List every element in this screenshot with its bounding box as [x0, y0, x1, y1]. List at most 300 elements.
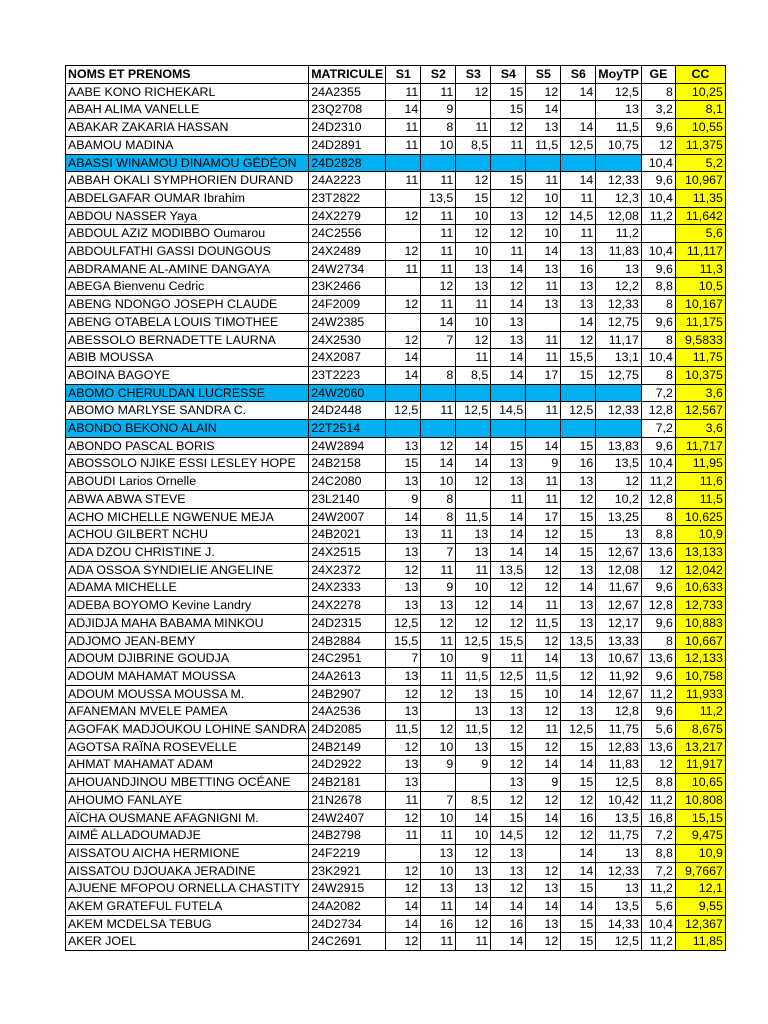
cell-matricule[interactable]: 24X2087 — [309, 349, 386, 367]
cell-s5[interactable]: 14 — [526, 243, 561, 261]
cell-s2[interactable]: 11 — [421, 526, 456, 544]
cell-name[interactable]: ADEBA BOYOMO Kevine Landry — [66, 597, 309, 615]
cell-moytp[interactable]: 13,83 — [596, 437, 642, 455]
header-cc[interactable]: CC — [675, 66, 725, 84]
cell-name[interactable]: ABWA ABWA STEVE — [66, 490, 309, 508]
cell-name[interactable]: ADA DZOU CHRISTINE J. — [66, 543, 309, 561]
cell-moytp[interactable] — [596, 154, 642, 172]
cell-s6[interactable]: 13 — [561, 650, 596, 668]
cell-name[interactable]: AKEM MCDELSA TEBUG — [66, 915, 309, 933]
cell-s1[interactable]: 15,5 — [386, 632, 421, 650]
cell-matricule[interactable]: 24A2223 — [309, 172, 386, 190]
cell-moytp[interactable]: 11,67 — [596, 579, 642, 597]
cell-s3[interactable]: 12 — [456, 331, 491, 349]
cell-matricule[interactable]: 24A2082 — [309, 898, 386, 916]
cell-ge[interactable]: 8,8 — [641, 844, 675, 862]
cell-name[interactable]: ABONDO BEKONO ALAIN — [66, 420, 309, 438]
cell-s1[interactable]: 13 — [386, 774, 421, 792]
cell-matricule[interactable]: 24B2181 — [309, 774, 386, 792]
cell-s6[interactable]: 13 — [561, 473, 596, 491]
cell-s1[interactable]: 11 — [386, 172, 421, 190]
cell-s5[interactable]: 11 — [526, 278, 561, 296]
cell-s2[interactable]: 8 — [421, 119, 456, 137]
cell-moytp[interactable]: 12,08 — [596, 561, 642, 579]
cell-moytp[interactable]: 12,67 — [596, 685, 642, 703]
cell-s2[interactable]: 9 — [421, 756, 456, 774]
cell-s5[interactable]: 10 — [526, 189, 561, 207]
cell-s1[interactable]: 13 — [386, 703, 421, 721]
cell-s5[interactable]: 14 — [526, 543, 561, 561]
cell-s6[interactable]: 12 — [561, 667, 596, 685]
cell-s3[interactable] — [456, 384, 491, 402]
cell-s4[interactable]: 14 — [491, 933, 526, 951]
cell-s1[interactable]: 13 — [386, 597, 421, 615]
cell-ge[interactable]: 12 — [641, 136, 675, 154]
cell-ge[interactable]: 8 — [641, 83, 675, 101]
cell-moytp[interactable]: 11,2 — [596, 225, 642, 243]
cell-s4[interactable]: 15 — [491, 437, 526, 455]
cell-name[interactable]: AHMAT MAHAMAT ADAM — [66, 756, 309, 774]
cell-ge[interactable]: 10,4 — [641, 455, 675, 473]
cell-ge[interactable]: 11,2 — [641, 791, 675, 809]
cell-s6[interactable]: 14 — [561, 685, 596, 703]
cell-moytp[interactable]: 11,75 — [596, 721, 642, 739]
cell-ge[interactable]: 9,6 — [641, 579, 675, 597]
cell-cc[interactable]: 11,933 — [675, 685, 725, 703]
cell-s5[interactable] — [526, 844, 561, 862]
cell-s6[interactable]: 13 — [561, 243, 596, 261]
cell-s6[interactable]: 15 — [561, 366, 596, 384]
cell-s3[interactable]: 13 — [456, 738, 491, 756]
cell-moytp[interactable]: 14,33 — [596, 915, 642, 933]
cell-s3[interactable]: 11,5 — [456, 667, 491, 685]
cell-s4[interactable]: 12 — [491, 756, 526, 774]
cell-s5[interactable]: 13 — [526, 880, 561, 898]
cell-cc[interactable]: 13,133 — [675, 543, 725, 561]
cell-s3[interactable]: 12 — [456, 614, 491, 632]
cell-ge[interactable]: 10,4 — [641, 154, 675, 172]
cell-matricule[interactable]: 24C2951 — [309, 650, 386, 668]
cell-matricule[interactable]: 24B2798 — [309, 827, 386, 845]
cell-matricule[interactable]: 24D2891 — [309, 136, 386, 154]
cell-s6[interactable]: 12 — [561, 490, 596, 508]
cell-cc[interactable]: 12,133 — [675, 650, 725, 668]
cell-name[interactable]: AKER JOEL — [66, 933, 309, 951]
cell-ge[interactable]: 9,6 — [641, 313, 675, 331]
cell-cc[interactable]: 9,475 — [675, 827, 725, 845]
cell-s3[interactable]: 13 — [456, 543, 491, 561]
cell-cc[interactable]: 11,75 — [675, 349, 725, 367]
cell-s4[interactable]: 11 — [491, 243, 526, 261]
cell-s1[interactable] — [386, 278, 421, 296]
cell-ge[interactable]: 3,2 — [641, 101, 675, 119]
cell-s6[interactable]: 13 — [561, 703, 596, 721]
cell-s2[interactable]: 13,5 — [421, 189, 456, 207]
cell-s5[interactable]: 12 — [526, 561, 561, 579]
cell-s4[interactable]: 12 — [491, 225, 526, 243]
cell-s2[interactable]: 12 — [421, 614, 456, 632]
cell-s4[interactable]: 12 — [491, 880, 526, 898]
cell-cc[interactable]: 12,733 — [675, 597, 725, 615]
cell-cc[interactable]: 11,175 — [675, 313, 725, 331]
cell-ge[interactable]: 12,8 — [641, 402, 675, 420]
cell-s1[interactable]: 13 — [386, 756, 421, 774]
cell-s1[interactable]: 11 — [386, 136, 421, 154]
cell-s5[interactable] — [526, 313, 561, 331]
cell-s2[interactable]: 11 — [421, 561, 456, 579]
cell-s5[interactable]: 11 — [526, 473, 561, 491]
cell-s2[interactable]: 13 — [421, 880, 456, 898]
cell-cc[interactable]: 10,9 — [675, 526, 725, 544]
cell-s5[interactable]: 13 — [526, 260, 561, 278]
cell-s5[interactable] — [526, 384, 561, 402]
cell-matricule[interactable]: 24A2536 — [309, 703, 386, 721]
cell-s5[interactable]: 11,5 — [526, 667, 561, 685]
cell-ge[interactable]: 10,4 — [641, 189, 675, 207]
cell-s5[interactable]: 12 — [526, 579, 561, 597]
cell-ge[interactable]: 10,4 — [641, 349, 675, 367]
cell-s5[interactable]: 12 — [526, 207, 561, 225]
cell-s2[interactable]: 11 — [421, 296, 456, 314]
cell-cc[interactable]: 10,55 — [675, 119, 725, 137]
cell-s1[interactable] — [386, 313, 421, 331]
cell-s2[interactable]: 9 — [421, 101, 456, 119]
cell-name[interactable]: ADOUM MOUSSA MOUSSA M. — [66, 685, 309, 703]
cell-s3[interactable]: 8,5 — [456, 791, 491, 809]
cell-s1[interactable]: 13 — [386, 526, 421, 544]
cell-moytp[interactable]: 13,33 — [596, 632, 642, 650]
cell-s4[interactable]: 12 — [491, 721, 526, 739]
cell-s1[interactable]: 13 — [386, 667, 421, 685]
header-s3[interactable]: S3 — [456, 66, 491, 84]
cell-s6[interactable]: 12,5 — [561, 721, 596, 739]
cell-s6[interactable]: 14 — [561, 756, 596, 774]
cell-s4[interactable]: 12 — [491, 791, 526, 809]
cell-name[interactable]: AJUENE MFOPOU ORNELLA CHASTITY — [66, 880, 309, 898]
cell-s3[interactable]: 13 — [456, 278, 491, 296]
cell-ge[interactable]: 9,6 — [641, 614, 675, 632]
cell-name[interactable]: ABDOULFATHI GASSI DOUNGOUS — [66, 243, 309, 261]
cell-s3[interactable]: 11 — [456, 561, 491, 579]
cell-name[interactable]: AHOUANDJINOU MBETTING OCÉANE — [66, 774, 309, 792]
cell-ge[interactable]: 7,2 — [641, 862, 675, 880]
cell-s6[interactable]: 15 — [561, 933, 596, 951]
cell-cc[interactable]: 10,633 — [675, 579, 725, 597]
cell-matricule[interactable]: 24B2884 — [309, 632, 386, 650]
cell-cc[interactable]: 10,967 — [675, 172, 725, 190]
cell-matricule[interactable]: 24F2219 — [309, 844, 386, 862]
cell-cc[interactable]: 12,1 — [675, 880, 725, 898]
cell-s4[interactable]: 13 — [491, 844, 526, 862]
cell-s3[interactable]: 14 — [456, 898, 491, 916]
cell-s6[interactable]: 14 — [561, 862, 596, 880]
header-moytp[interactable]: MoyTP — [596, 66, 642, 84]
cell-s5[interactable] — [526, 154, 561, 172]
cell-matricule[interactable]: 24B2158 — [309, 455, 386, 473]
cell-matricule[interactable]: 24W2734 — [309, 260, 386, 278]
cell-s3[interactable]: 12 — [456, 225, 491, 243]
cell-cc[interactable]: 10,9 — [675, 844, 725, 862]
cell-s5[interactable]: 11 — [526, 721, 561, 739]
cell-s4[interactable]: 12 — [491, 189, 526, 207]
cell-ge[interactable]: 7,2 — [641, 420, 675, 438]
cell-matricule[interactable]: 24X2279 — [309, 207, 386, 225]
cell-name[interactable]: ABAMOU MADINA — [66, 136, 309, 154]
cell-s1[interactable]: 9 — [386, 490, 421, 508]
cell-s5[interactable]: 10 — [526, 225, 561, 243]
cell-s6[interactable]: 11 — [561, 189, 596, 207]
cell-s2[interactable]: 11 — [421, 243, 456, 261]
cell-matricule[interactable]: 24C2556 — [309, 225, 386, 243]
cell-cc[interactable]: 10,167 — [675, 296, 725, 314]
cell-ge[interactable]: 8,8 — [641, 774, 675, 792]
cell-matricule[interactable]: 23Q2708 — [309, 101, 386, 119]
cell-name[interactable]: AFANEMAN MVELE PAMEA — [66, 703, 309, 721]
cell-s4[interactable]: 14 — [491, 508, 526, 526]
cell-name[interactable]: ACHO MICHELLE NGWENUE MEJA — [66, 508, 309, 526]
cell-s5[interactable]: 12 — [526, 791, 561, 809]
cell-moytp[interactable]: 12,08 — [596, 207, 642, 225]
cell-moytp[interactable]: 13,25 — [596, 508, 642, 526]
cell-s4[interactable]: 13 — [491, 703, 526, 721]
cell-s4[interactable]: 14 — [491, 526, 526, 544]
cell-ge[interactable]: 12 — [641, 561, 675, 579]
cell-cc[interactable]: 11,85 — [675, 933, 725, 951]
cell-s1[interactable] — [386, 420, 421, 438]
cell-s4[interactable]: 14 — [491, 597, 526, 615]
cell-s5[interactable]: 14 — [526, 809, 561, 827]
cell-matricule[interactable]: 24D2734 — [309, 915, 386, 933]
cell-s2[interactable]: 13 — [421, 597, 456, 615]
cell-matricule[interactable]: 23K2466 — [309, 278, 386, 296]
cell-moytp[interactable]: 12,5 — [596, 933, 642, 951]
cell-s6[interactable]: 12 — [561, 791, 596, 809]
cell-s6[interactable]: 14 — [561, 898, 596, 916]
cell-name[interactable]: ABESSOLO BERNADETTE LAURNA — [66, 331, 309, 349]
cell-matricule[interactable]: 23T2223 — [309, 366, 386, 384]
cell-ge[interactable]: 8 — [641, 331, 675, 349]
cell-s4[interactable]: 13 — [491, 862, 526, 880]
cell-s6[interactable]: 16 — [561, 809, 596, 827]
cell-matricule[interactable]: 24X2372 — [309, 561, 386, 579]
cell-s4[interactable]: 16 — [491, 915, 526, 933]
cell-ge[interactable]: 8,8 — [641, 526, 675, 544]
cell-s2[interactable]: 11 — [421, 83, 456, 101]
cell-matricule[interactable]: 24C2080 — [309, 473, 386, 491]
cell-s1[interactable]: 12 — [386, 296, 421, 314]
cell-cc[interactable]: 11,3 — [675, 260, 725, 278]
cell-moytp[interactable]: 12,5 — [596, 83, 642, 101]
cell-s4[interactable]: 14,5 — [491, 402, 526, 420]
cell-s4[interactable] — [491, 154, 526, 172]
cell-ge[interactable]: 8 — [641, 508, 675, 526]
cell-matricule[interactable]: 24W2060 — [309, 384, 386, 402]
cell-s5[interactable]: 12 — [526, 632, 561, 650]
cell-s4[interactable]: 13 — [491, 313, 526, 331]
cell-name[interactable]: ABENG NDONGO JOSEPH CLAUDE — [66, 296, 309, 314]
cell-matricule[interactable]: 24W2915 — [309, 880, 386, 898]
cell-s4[interactable]: 15 — [491, 738, 526, 756]
header-names[interactable]: NOMS ET PRENOMS — [66, 66, 309, 84]
cell-s5[interactable]: 11 — [526, 490, 561, 508]
cell-s5[interactable]: 12 — [526, 83, 561, 101]
cell-s6[interactable]: 14 — [561, 83, 596, 101]
cell-s6[interactable]: 15,5 — [561, 349, 596, 367]
cell-ge[interactable]: 5,6 — [641, 898, 675, 916]
cell-ge[interactable]: 12 — [641, 756, 675, 774]
header-s1[interactable]: S1 — [386, 66, 421, 84]
cell-s1[interactable]: 11 — [386, 119, 421, 137]
cell-ge[interactable]: 9,6 — [641, 260, 675, 278]
cell-cc[interactable]: 11,375 — [675, 136, 725, 154]
cell-s5[interactable]: 14 — [526, 650, 561, 668]
cell-s1[interactable]: 12 — [386, 738, 421, 756]
cell-s6[interactable]: 16 — [561, 260, 596, 278]
cell-name[interactable]: ABDELGAFAR OUMAR Ibrahim — [66, 189, 309, 207]
cell-s6[interactable] — [561, 420, 596, 438]
cell-cc[interactable]: 10,5 — [675, 278, 725, 296]
cell-s4[interactable]: 13 — [491, 207, 526, 225]
cell-cc[interactable]: 10,808 — [675, 791, 725, 809]
cell-s3[interactable]: 13 — [456, 260, 491, 278]
cell-s1[interactable]: 12 — [386, 809, 421, 827]
cell-s4[interactable]: 15 — [491, 172, 526, 190]
cell-matricule[interactable]: 24X2515 — [309, 543, 386, 561]
cell-s6[interactable]: 14 — [561, 313, 596, 331]
cell-s2[interactable]: 10 — [421, 650, 456, 668]
cell-s4[interactable]: 15 — [491, 685, 526, 703]
cell-s6[interactable]: 15 — [561, 543, 596, 561]
cell-name[interactable]: ABDOUL AZIZ MODIBBO Oumarou — [66, 225, 309, 243]
cell-s1[interactable]: 12 — [386, 862, 421, 880]
cell-ge[interactable]: 11,2 — [641, 473, 675, 491]
cell-cc[interactable]: 15,15 — [675, 809, 725, 827]
cell-s2[interactable]: 10 — [421, 738, 456, 756]
cell-s3[interactable]: 12,5 — [456, 632, 491, 650]
cell-moytp[interactable]: 13 — [596, 844, 642, 862]
cell-name[interactable]: ABDOU NASSER Yaya — [66, 207, 309, 225]
cell-cc[interactable]: 10,883 — [675, 614, 725, 632]
cell-matricule[interactable]: 22T2514 — [309, 420, 386, 438]
cell-name[interactable]: ADA OSSOA SYNDIELIE ANGELINE — [66, 561, 309, 579]
cell-s6[interactable]: 14 — [561, 579, 596, 597]
cell-s6[interactable]: 12 — [561, 827, 596, 845]
cell-s4[interactable] — [491, 420, 526, 438]
cell-moytp[interactable]: 12,33 — [596, 172, 642, 190]
cell-s2[interactable]: 11 — [421, 898, 456, 916]
cell-s6[interactable] — [561, 384, 596, 402]
cell-matricule[interactable]: 24D2310 — [309, 119, 386, 137]
cell-name[interactable]: ABONDO PASCAL BORIS — [66, 437, 309, 455]
cell-moytp[interactable]: 13,5 — [596, 809, 642, 827]
cell-matricule[interactable]: 24D2922 — [309, 756, 386, 774]
cell-s1[interactable] — [386, 225, 421, 243]
cell-s2[interactable]: 10 — [421, 136, 456, 154]
cell-s4[interactable]: 15 — [491, 83, 526, 101]
cell-moytp[interactable]: 10,2 — [596, 490, 642, 508]
cell-s3[interactable]: 10 — [456, 243, 491, 261]
cell-s6[interactable] — [561, 101, 596, 119]
cell-name[interactable]: ADJOMO JEAN-BEMY — [66, 632, 309, 650]
cell-s4[interactable]: 14 — [491, 366, 526, 384]
cell-moytp[interactable]: 12,8 — [596, 703, 642, 721]
cell-s4[interactable]: 11 — [491, 650, 526, 668]
cell-s1[interactable] — [386, 384, 421, 402]
cell-ge[interactable]: 9,6 — [641, 437, 675, 455]
cell-name[interactable]: ABIB MOUSSA — [66, 349, 309, 367]
cell-s3[interactable]: 13 — [456, 880, 491, 898]
cell-s5[interactable]: 9 — [526, 774, 561, 792]
header-ge[interactable]: GE — [641, 66, 675, 84]
cell-ge[interactable]: 8 — [641, 366, 675, 384]
cell-s3[interactable]: 9 — [456, 756, 491, 774]
cell-ge[interactable]: 5,6 — [641, 721, 675, 739]
cell-s5[interactable]: 12 — [526, 827, 561, 845]
cell-s1[interactable]: 11 — [386, 827, 421, 845]
cell-ge[interactable]: 16,8 — [641, 809, 675, 827]
cell-s6[interactable]: 15 — [561, 738, 596, 756]
cell-cc[interactable]: 11,6 — [675, 473, 725, 491]
cell-s2[interactable] — [421, 420, 456, 438]
cell-s5[interactable] — [526, 420, 561, 438]
cell-moytp[interactable]: 12,5 — [596, 774, 642, 792]
cell-name[interactable]: AIMÉ ALLADOUMADJE — [66, 827, 309, 845]
cell-s1[interactable]: 11,5 — [386, 721, 421, 739]
cell-name[interactable]: ACHOU GILBERT NCHU — [66, 526, 309, 544]
cell-s6[interactable]: 13 — [561, 278, 596, 296]
cell-s5[interactable]: 14 — [526, 898, 561, 916]
cell-s1[interactable]: 14 — [386, 915, 421, 933]
cell-s3[interactable]: 13 — [456, 862, 491, 880]
cell-s1[interactable]: 14 — [386, 508, 421, 526]
cell-s1[interactable]: 12 — [386, 685, 421, 703]
cell-name[interactable]: AKEM GRATEFUL FUTELA — [66, 898, 309, 916]
cell-name[interactable]: ABOINA BAGOYE — [66, 366, 309, 384]
cell-s5[interactable]: 11,5 — [526, 614, 561, 632]
cell-cc[interactable]: 5,2 — [675, 154, 725, 172]
cell-s4[interactable]: 13 — [491, 473, 526, 491]
cell-s4[interactable]: 15 — [491, 809, 526, 827]
cell-s1[interactable] — [386, 189, 421, 207]
cell-s3[interactable]: 10 — [456, 579, 491, 597]
cell-cc[interactable]: 3,6 — [675, 384, 725, 402]
cell-s1[interactable]: 7 — [386, 650, 421, 668]
cell-s2[interactable]: 10 — [421, 809, 456, 827]
cell-s2[interactable]: 11 — [421, 207, 456, 225]
cell-s1[interactable]: 14 — [386, 349, 421, 367]
cell-ge[interactable]: 11,2 — [641, 933, 675, 951]
cell-s2[interactable]: 16 — [421, 915, 456, 933]
cell-s6[interactable]: 15 — [561, 508, 596, 526]
cell-moytp[interactable]: 13,5 — [596, 455, 642, 473]
cell-name[interactable]: AHOUMO FANLAYE — [66, 791, 309, 809]
cell-s1[interactable]: 12 — [386, 331, 421, 349]
cell-cc[interactable]: 8,675 — [675, 721, 725, 739]
cell-matricule[interactable]: 24A2613 — [309, 667, 386, 685]
cell-moytp[interactable]: 11,83 — [596, 756, 642, 774]
cell-s3[interactable] — [456, 490, 491, 508]
cell-matricule[interactable]: 24B2149 — [309, 738, 386, 756]
cell-moytp[interactable]: 11,92 — [596, 667, 642, 685]
cell-s3[interactable] — [456, 420, 491, 438]
cell-ge[interactable]: 8 — [641, 632, 675, 650]
cell-cc[interactable]: 10,667 — [675, 632, 725, 650]
cell-cc[interactable]: 8,1 — [675, 101, 725, 119]
cell-s5[interactable]: 17 — [526, 508, 561, 526]
cell-s2[interactable]: 11 — [421, 667, 456, 685]
cell-cc[interactable]: 12,367 — [675, 915, 725, 933]
cell-s5[interactable]: 14 — [526, 437, 561, 455]
